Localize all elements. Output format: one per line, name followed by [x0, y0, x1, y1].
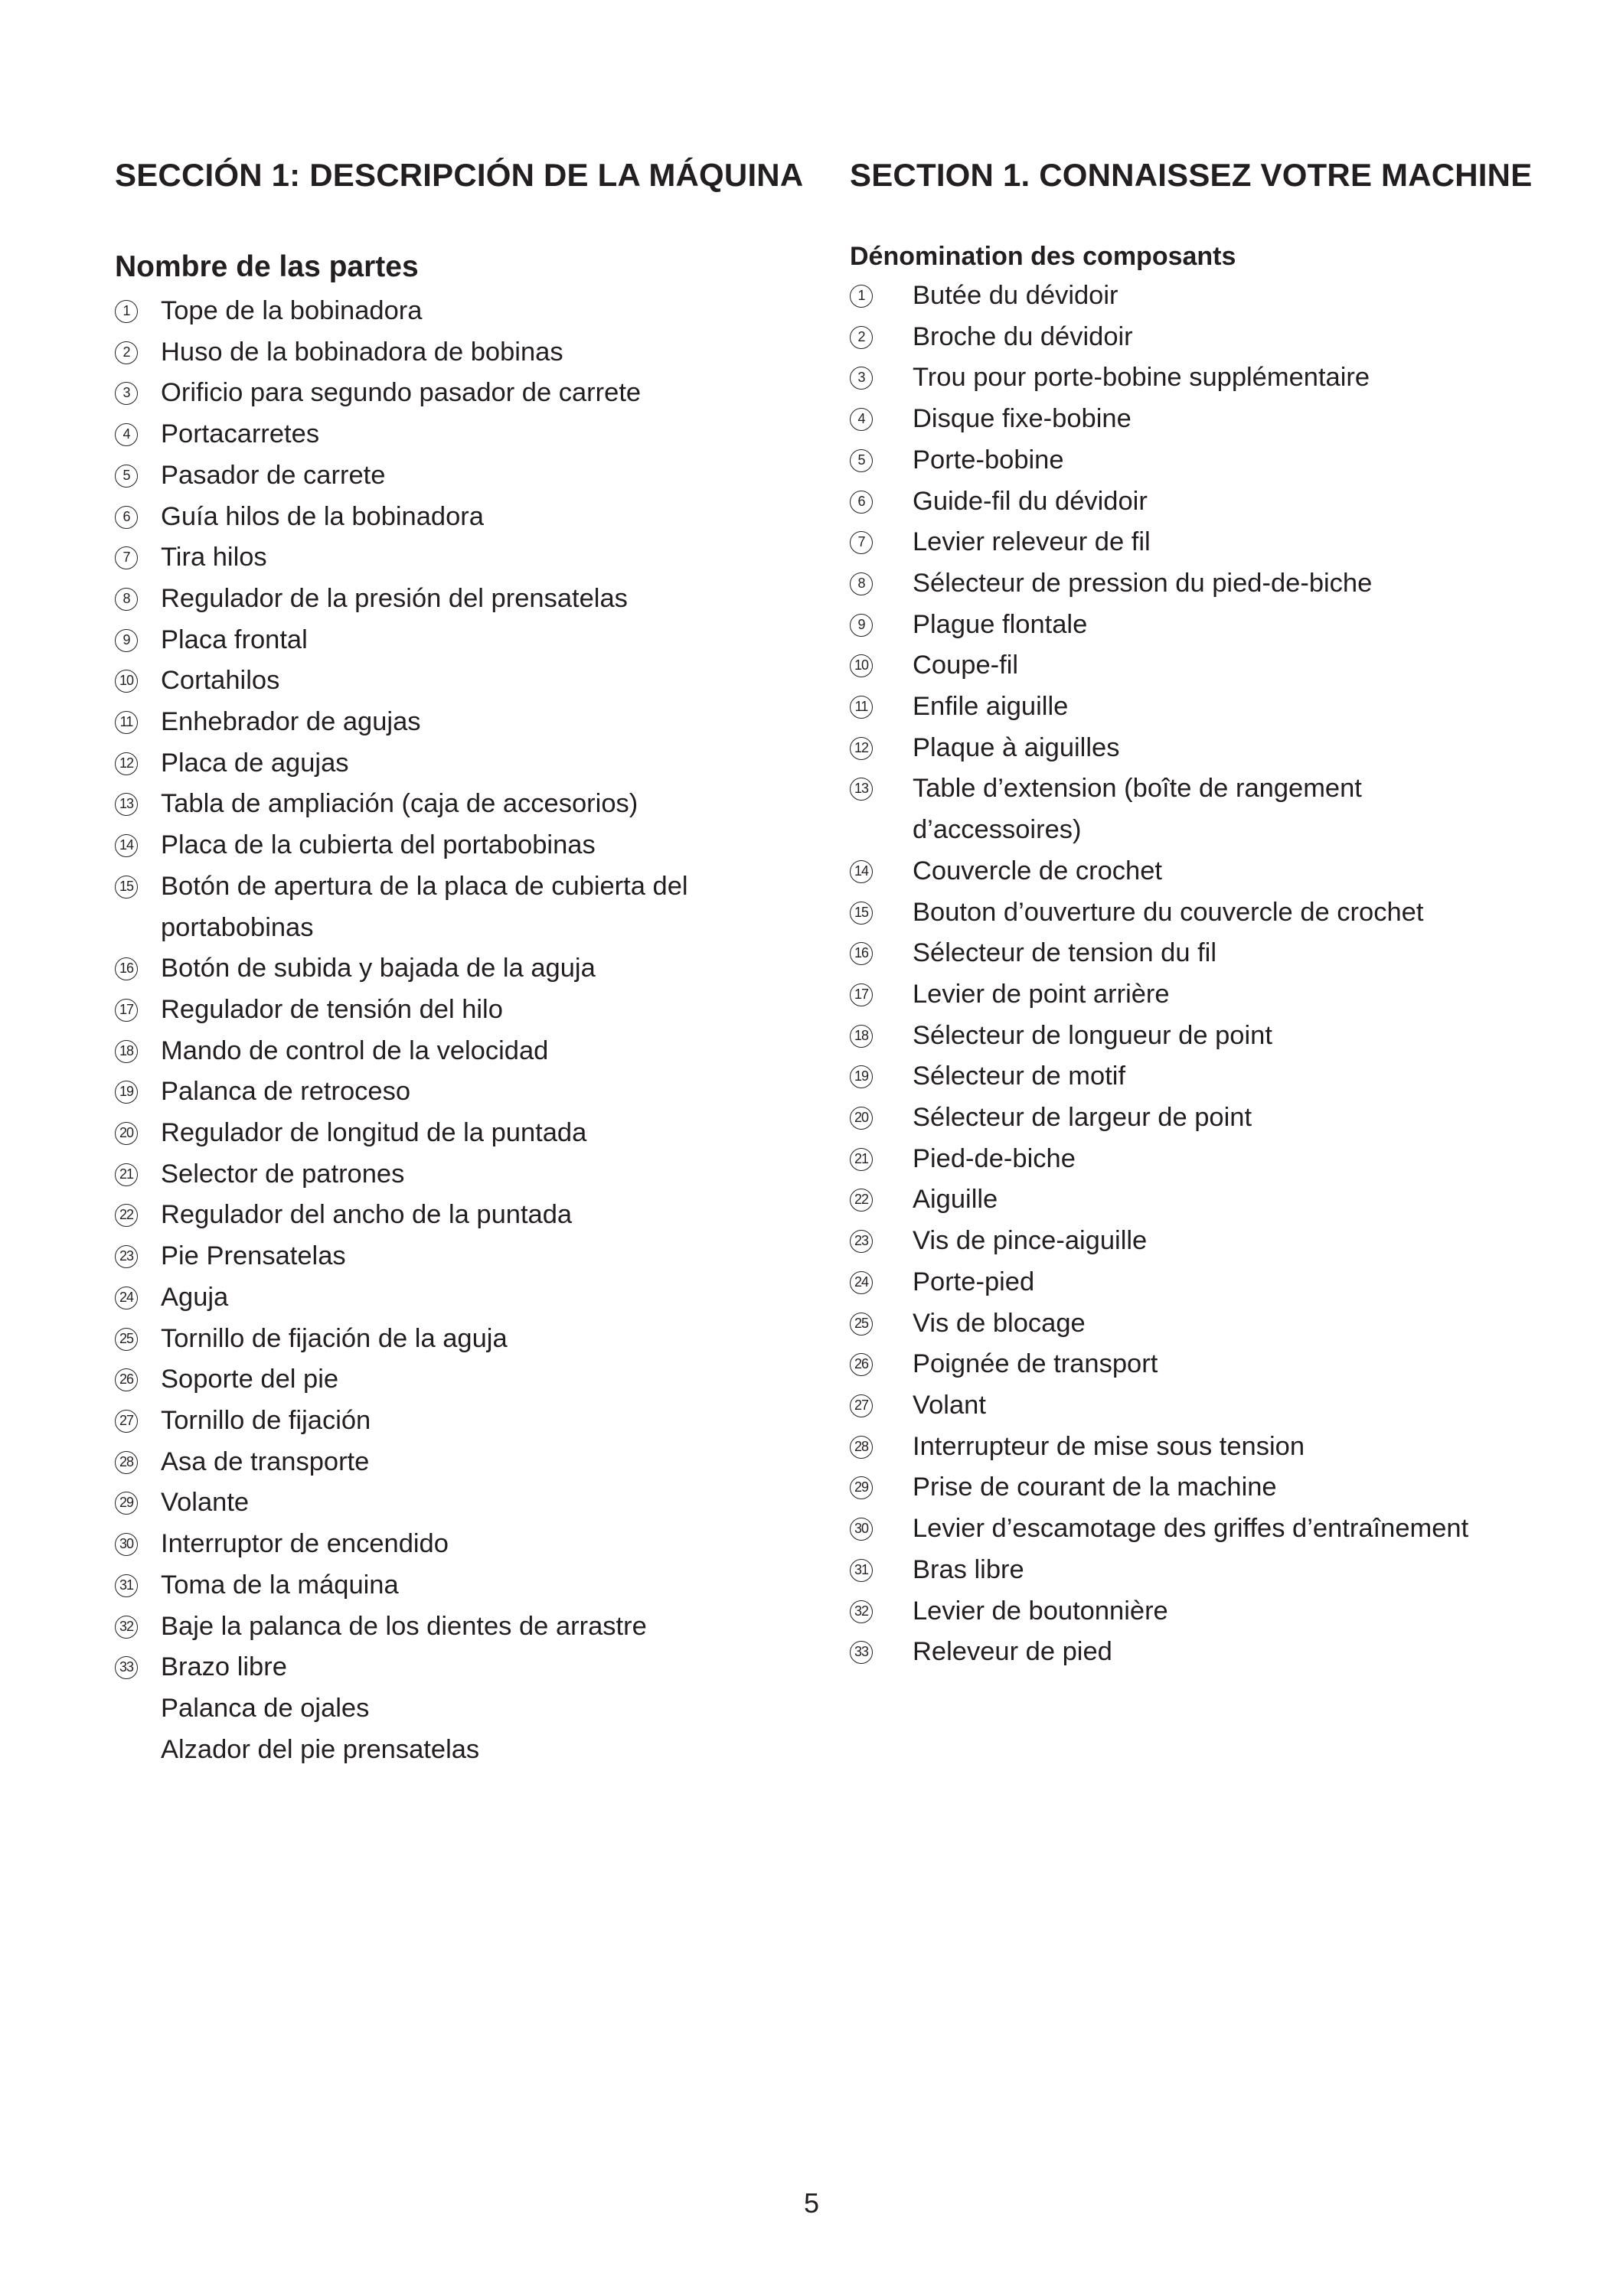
item-number: 4	[115, 423, 138, 446]
item-label: Regulador de tensión del hilo	[161, 994, 503, 1024]
item-number: 21	[115, 1163, 138, 1186]
item-label: Plaque à aiguilles	[913, 732, 1120, 762]
item-label: Pied-de-biche	[913, 1143, 1076, 1173]
item-number: 8	[115, 588, 138, 611]
list-item	[850, 892, 1468, 934]
item-number: 16	[115, 957, 138, 980]
list-item	[850, 317, 1468, 358]
item-number: 32	[115, 1616, 138, 1639]
item-number: 12	[115, 752, 138, 775]
list-item	[115, 1359, 688, 1401]
list-item	[850, 974, 1468, 1016]
item-number: 10	[115, 670, 138, 693]
item-number: 20	[850, 1107, 873, 1130]
item-label: Regulador de la presión del prensatelas	[161, 583, 628, 613]
item-number: 31	[115, 1574, 138, 1597]
item-label: Coupe-fil	[913, 651, 1019, 680]
item-label: Prise de courant de la machine	[913, 1473, 1277, 1502]
list-item	[850, 1262, 1468, 1303]
item-label: Butée du dévidoir	[913, 281, 1118, 310]
item-number: 27	[115, 1410, 138, 1433]
item-label: Sélecteur de tension du fil	[913, 938, 1217, 968]
list-item	[115, 1401, 688, 1442]
item-label: Sélecteur de pression du pied-de-biche	[913, 568, 1373, 598]
list-item	[850, 276, 1468, 317]
item-label: Palanca de ojales	[161, 1693, 370, 1723]
item-number: 5	[115, 465, 138, 488]
item-label: Porte-bobine	[913, 445, 1064, 475]
item-number: 21	[850, 1148, 873, 1171]
list-item	[850, 645, 1468, 687]
list-item	[115, 1730, 688, 1771]
list-item	[115, 948, 688, 990]
item-number: 33	[850, 1641, 873, 1664]
item-label: Sélecteur de motif	[913, 1062, 1126, 1091]
list-item	[115, 1647, 688, 1688]
list-item	[115, 1236, 688, 1277]
item-number: 26	[115, 1368, 138, 1391]
item-label: Botón de apertura de la placa de cubierta del	[161, 871, 688, 901]
item-label: Tornillo de fijación de la aguja	[161, 1323, 508, 1353]
item-label: Asa de transporte	[161, 1446, 370, 1476]
item-label: Poignée de transport	[913, 1349, 1158, 1379]
item-number: 6	[115, 506, 138, 529]
item-label: Pie Prensatelas	[161, 1241, 346, 1271]
item-label: Regulador de longitud de la puntada	[161, 1118, 587, 1148]
item-number: 13	[115, 793, 138, 816]
item-number: 3	[850, 367, 873, 390]
list-item	[115, 1113, 688, 1154]
item-number: 20	[115, 1122, 138, 1145]
item-number: 9	[115, 629, 138, 652]
list-item	[850, 1427, 1468, 1468]
item-number: 1	[850, 285, 873, 308]
item-label: Orificio para segundo pasador de carrete	[161, 378, 642, 408]
item-label: Placa frontal	[161, 625, 308, 654]
list-item	[115, 373, 688, 414]
list-item	[115, 1524, 688, 1565]
list-item	[115, 455, 688, 497]
item-label: Levier d’escamotage des griffes d’entraînement	[913, 1514, 1469, 1544]
page-number: 5	[803, 2187, 820, 2219]
item-number: 25	[850, 1313, 873, 1336]
item-label: portabobinas	[161, 912, 314, 942]
item-number: 24	[850, 1271, 873, 1294]
list-item	[850, 357, 1468, 399]
item-number: 19	[850, 1065, 873, 1088]
list-item	[850, 1016, 1468, 1057]
item-label: Cortahilos	[161, 666, 280, 696]
list-item	[850, 1385, 1468, 1427]
item-number: 9	[850, 614, 873, 637]
section-title-french: SECTION 1. CONNAISSEZ VOTRE MACHINE	[850, 157, 1533, 193]
list-item	[850, 1467, 1468, 1508]
list-item	[115, 1277, 688, 1319]
list-item	[115, 743, 688, 784]
item-label: Regulador del ancho de la puntada	[161, 1200, 573, 1230]
parts-list-french	[850, 276, 1468, 1673]
item-number: 33	[115, 1656, 138, 1679]
list-item	[115, 332, 688, 373]
list-item	[115, 1071, 688, 1113]
list-item	[115, 990, 688, 1031]
item-number: 5	[850, 449, 873, 472]
list-item	[115, 1482, 688, 1524]
item-label: Aguja	[161, 1282, 229, 1312]
item-number: 30	[115, 1533, 138, 1556]
list-item	[850, 1179, 1468, 1221]
item-number: 18	[115, 1040, 138, 1063]
item-number: 18	[850, 1025, 873, 1048]
list-item	[850, 1097, 1468, 1139]
list-item	[115, 579, 688, 620]
item-label: Placa de la cubierta del portabobinas	[161, 830, 596, 860]
item-number: 32	[850, 1600, 873, 1623]
item-number: 6	[850, 491, 873, 514]
item-number: 3	[115, 382, 138, 405]
item-number: 15	[115, 876, 138, 899]
list-item	[115, 414, 688, 455]
item-label: Guía hilos de la bobinadora	[161, 501, 484, 531]
list-item	[115, 1606, 688, 1648]
parts-list-spanish	[115, 291, 688, 1770]
item-number: 22	[850, 1189, 873, 1212]
list-item	[115, 1688, 688, 1730]
item-number: 30	[850, 1518, 873, 1541]
list-item	[850, 1632, 1468, 1673]
item-label: Brazo libre	[161, 1652, 287, 1682]
item-label: Guide-fil du dévidoir	[913, 486, 1148, 516]
list-item	[115, 1442, 688, 1483]
list-item	[115, 291, 688, 332]
list-item	[850, 933, 1468, 974]
item-number: 28	[115, 1451, 138, 1474]
item-number: 23	[850, 1230, 873, 1253]
list-item	[115, 497, 688, 538]
item-label: Soporte del pie	[161, 1365, 339, 1394]
list-item	[850, 810, 1468, 851]
item-label: Pasador de carrete	[161, 460, 386, 490]
item-label: Bouton d’ouverture du couvercle de crochet	[913, 897, 1424, 927]
item-number: 17	[115, 999, 138, 1022]
item-label: Tira hilos	[161, 543, 267, 572]
item-label: Plague flontale	[913, 609, 1088, 639]
list-item	[850, 1508, 1468, 1550]
list-item	[850, 687, 1468, 728]
item-number: 25	[115, 1328, 138, 1351]
list-item	[850, 605, 1468, 646]
item-number: 1	[115, 300, 138, 323]
item-label: Placa de agujas	[161, 748, 349, 778]
subtitle-spanish: Nombre de las partes	[115, 250, 419, 283]
item-number: 27	[850, 1394, 873, 1417]
item-label: Levier de boutonnière	[913, 1596, 1168, 1626]
item-label: Levier de point arrière	[913, 979, 1170, 1009]
list-item	[115, 660, 688, 702]
list-item	[850, 851, 1468, 892]
item-label: Portacarretes	[161, 419, 320, 449]
item-number: 13	[850, 778, 873, 801]
item-label: Porte-pied	[913, 1267, 1035, 1296]
item-label: Toma de la máquina	[161, 1570, 399, 1600]
list-item	[850, 1550, 1468, 1591]
item-number: 7	[115, 546, 138, 569]
list-item	[115, 620, 688, 661]
item-label: Couvercle de crochet	[913, 856, 1162, 885]
item-number: 11	[115, 711, 138, 734]
item-label: Enfile aiguille	[913, 692, 1069, 722]
item-number: 11	[850, 696, 873, 719]
item-number: 29	[850, 1476, 873, 1499]
item-label: Tabla de ampliación (caja de accesorios)	[161, 789, 638, 819]
item-label: Bras libre	[913, 1554, 1024, 1584]
list-item	[850, 440, 1468, 481]
list-item	[115, 537, 688, 579]
item-number: 2	[115, 341, 138, 364]
item-number: 24	[115, 1287, 138, 1309]
list-item	[115, 1565, 688, 1606]
item-label: Levier releveur de fil	[913, 527, 1151, 557]
item-number: 19	[115, 1081, 138, 1104]
item-number: 28	[850, 1436, 873, 1459]
item-number: 2	[850, 326, 873, 349]
subtitle-french: Dénomination des composants	[850, 242, 1236, 271]
item-label: Releveur de pied	[913, 1637, 1112, 1667]
item-label: Mando de control de la velocidad	[161, 1035, 549, 1065]
item-number: 31	[850, 1559, 873, 1582]
section-title-spanish: SECCIÓN 1: DESCRIPCIÓN DE LA MÁQUINA	[115, 157, 804, 193]
list-item	[850, 768, 1468, 810]
item-number: 16	[850, 942, 873, 965]
item-label: Botón de subida y bajada de la aguja	[161, 954, 596, 983]
item-label: Sélecteur de largeur de point	[913, 1103, 1252, 1133]
list-item	[850, 1303, 1468, 1345]
list-item	[115, 1031, 688, 1072]
item-label: Tornillo de fijación	[161, 1405, 371, 1435]
item-number: 23	[115, 1245, 138, 1268]
item-label: Enhebrador de agujas	[161, 707, 421, 737]
item-label: Trou pour porte-bobine supplémentaire	[913, 363, 1370, 393]
list-item	[115, 1154, 688, 1195]
item-label: Huso de la bobinadora de bobinas	[161, 337, 563, 367]
item-label: Disque fixe-bobine	[913, 404, 1132, 434]
item-number: 4	[850, 408, 873, 431]
list-item	[850, 1139, 1468, 1180]
item-label: Vis de blocage	[913, 1308, 1086, 1338]
list-item	[850, 1591, 1468, 1632]
list-item	[850, 522, 1468, 563]
list-item	[115, 1195, 688, 1236]
item-label: Broche du dévidoir	[913, 321, 1133, 351]
list-item	[115, 784, 688, 825]
item-label: Baje la palanca de los dientes de arrastre	[161, 1611, 647, 1641]
list-item	[850, 481, 1468, 523]
item-number: 8	[850, 572, 873, 595]
item-number: 7	[850, 531, 873, 554]
list-item	[115, 702, 688, 743]
item-label: Interruptor de encendido	[161, 1529, 449, 1559]
item-number: 12	[850, 737, 873, 760]
item-label: Interrupteur de mise sous tension	[913, 1431, 1305, 1461]
list-item	[115, 866, 688, 908]
list-item	[115, 1319, 688, 1360]
item-label: Sélecteur de longueur de point	[913, 1020, 1272, 1050]
list-item	[115, 908, 688, 949]
item-number: 15	[850, 902, 873, 925]
item-label: Selector de patrones	[161, 1159, 405, 1189]
list-item	[850, 563, 1468, 605]
item-label: Aiguille	[913, 1185, 998, 1215]
list-item	[850, 728, 1468, 769]
item-number: 22	[115, 1204, 138, 1227]
item-label: Table d’extension (boîte de rangement	[913, 774, 1362, 804]
item-label: Volant	[913, 1390, 986, 1420]
item-number: 10	[850, 654, 873, 677]
item-number: 14	[115, 834, 138, 857]
list-item	[115, 825, 688, 866]
list-item	[850, 1221, 1468, 1262]
item-label: Volante	[161, 1488, 250, 1518]
list-item	[850, 1344, 1468, 1385]
item-label: Palanca de retroceso	[161, 1077, 411, 1107]
list-item	[850, 399, 1468, 440]
item-label: Alzador del pie prensatelas	[161, 1734, 480, 1764]
item-number: 17	[850, 983, 873, 1006]
item-label: d’accessoires)	[913, 815, 1082, 845]
item-number: 14	[850, 860, 873, 883]
item-label: Vis de pince-aiguille	[913, 1226, 1148, 1256]
item-number: 26	[850, 1353, 873, 1376]
item-number: 29	[115, 1492, 138, 1515]
list-item	[850, 1056, 1468, 1097]
item-label: Tope de la bobinadora	[161, 296, 423, 325]
